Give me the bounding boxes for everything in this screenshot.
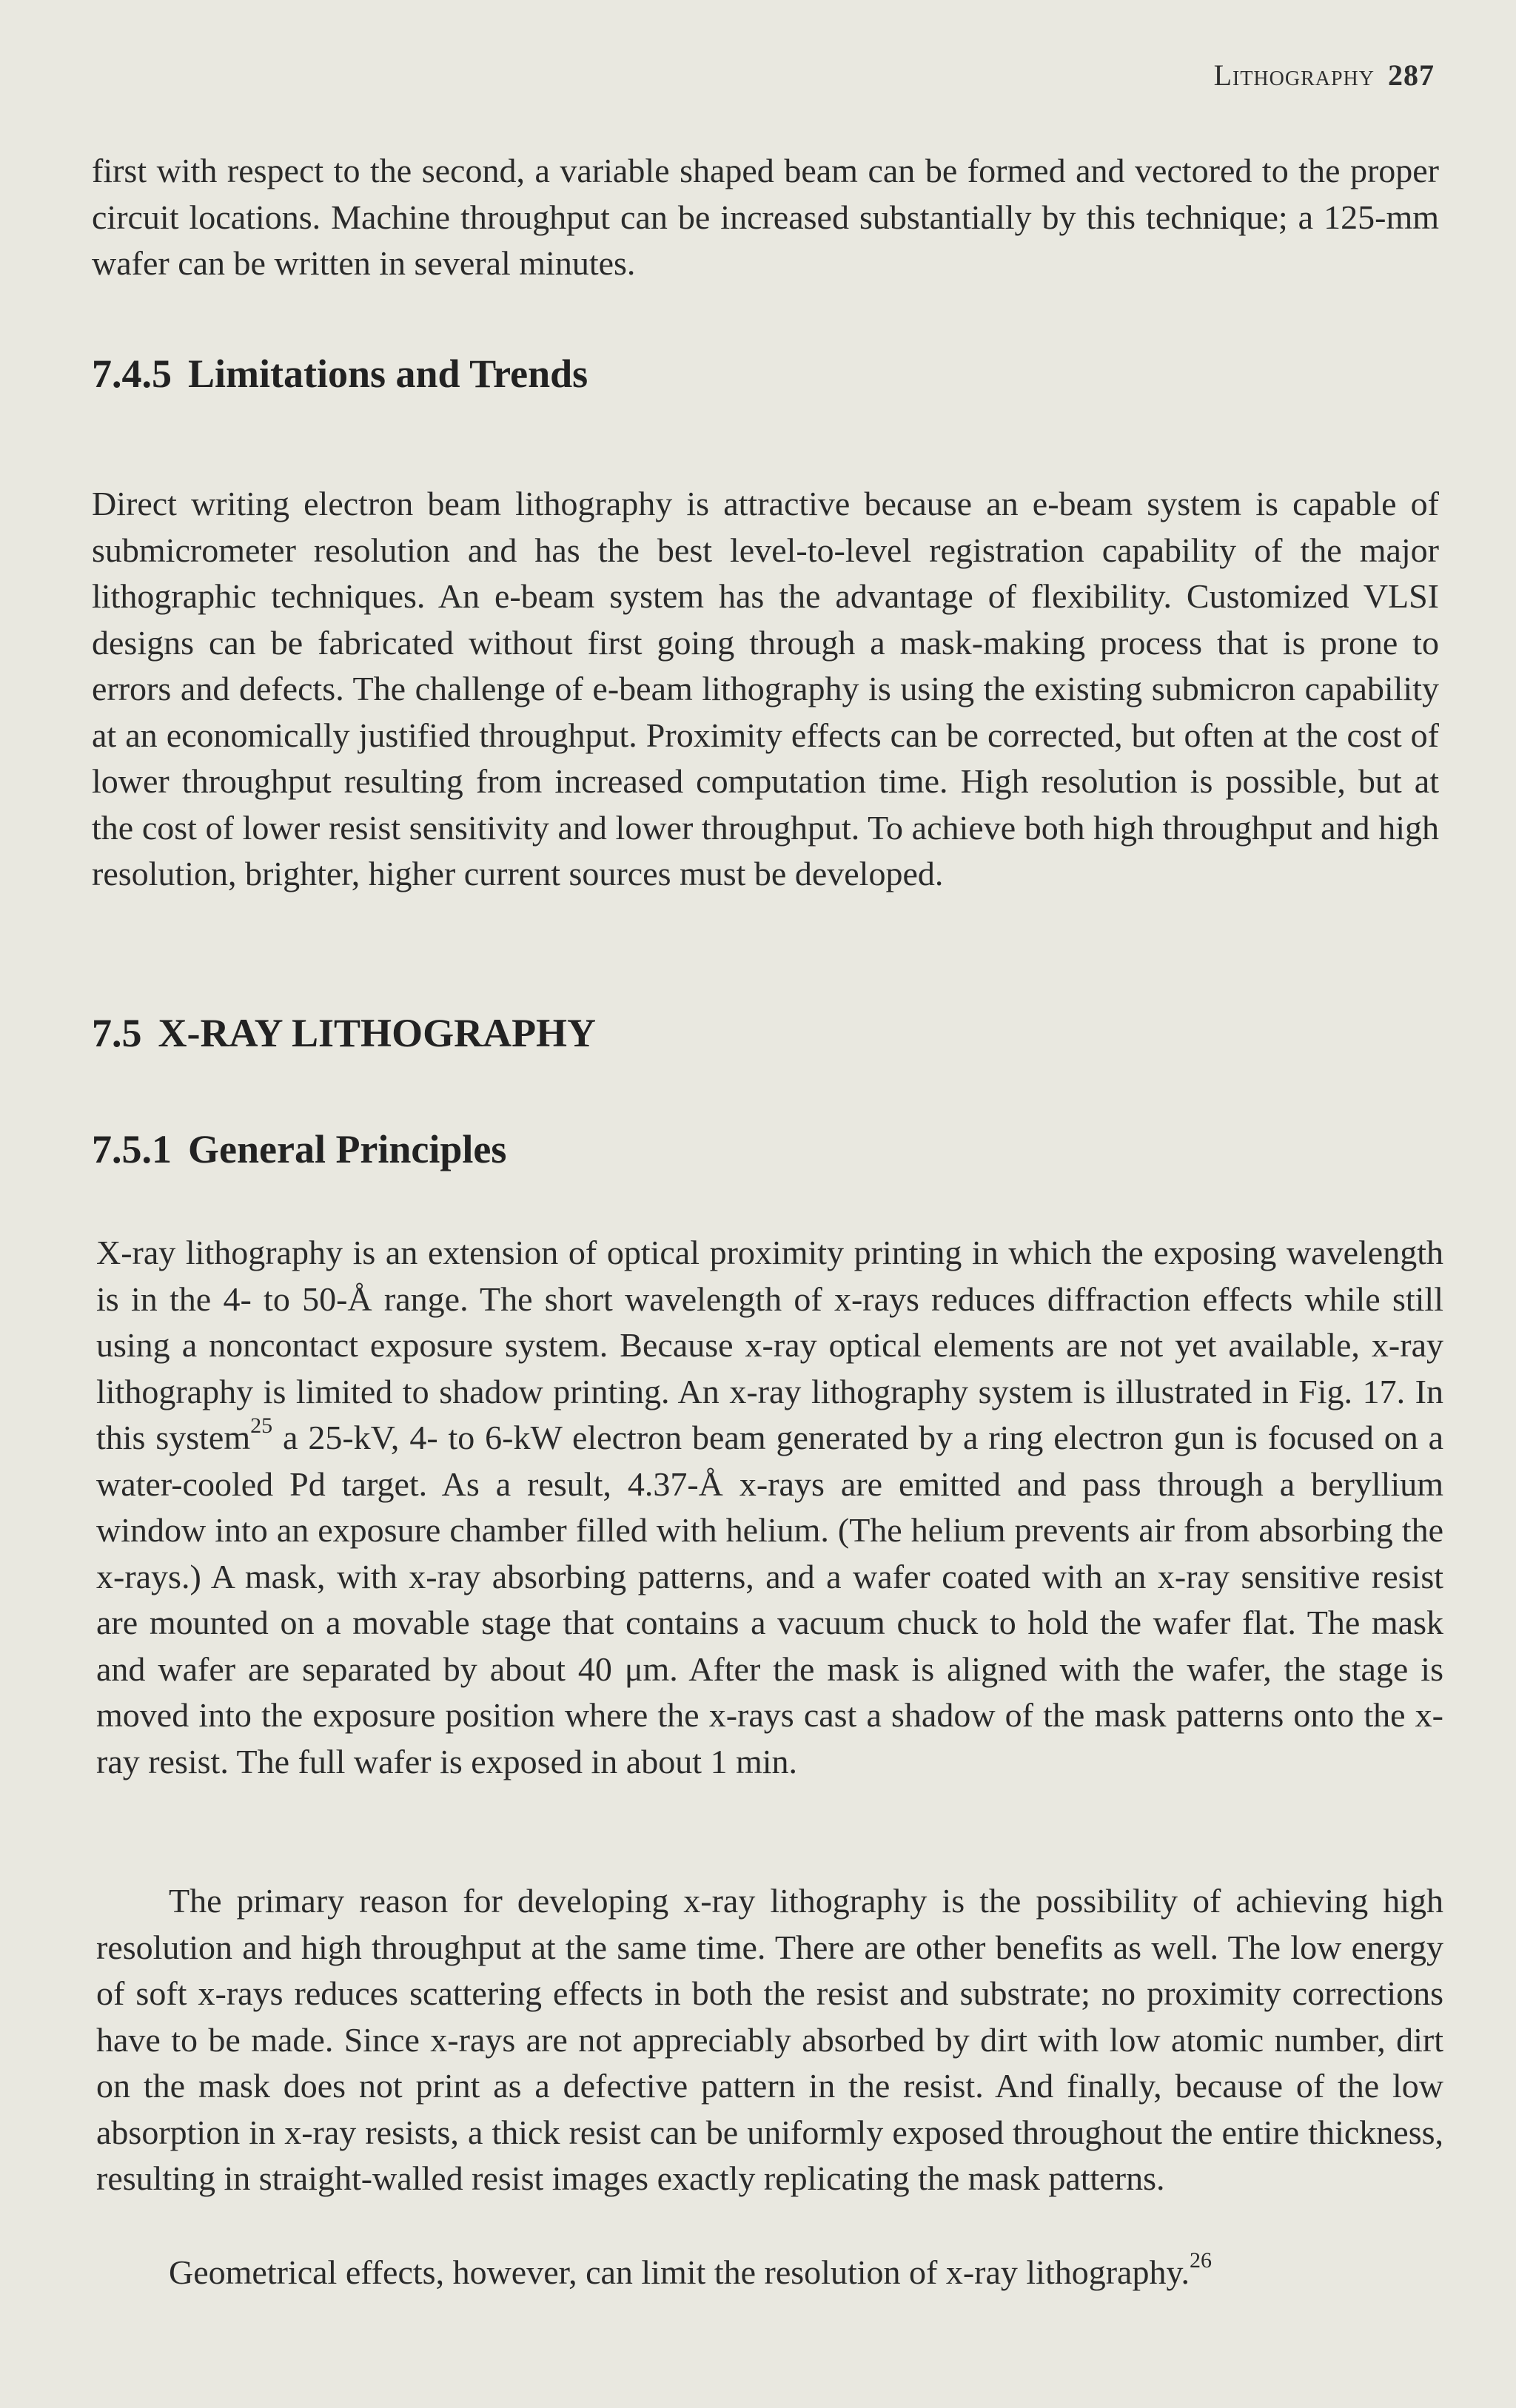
section-title: General Principles xyxy=(188,1127,507,1171)
section-heading-7-4-5 xyxy=(92,351,588,397)
section-number: 7.4.5 xyxy=(92,352,172,396)
reference-superscript: 26 xyxy=(1189,2248,1212,2273)
section-title: Limitations and Trends xyxy=(188,352,588,396)
running-head xyxy=(1214,58,1435,93)
section-number: 7.5.1 xyxy=(92,1127,172,1171)
section-title: X-RAY LITHOGRAPHY xyxy=(158,1011,597,1055)
paragraph-limitations: Direct writing electron beam lithography is attractive because an e-beam system is capable of submicrometer resolution and has the best level-to-level registration capability of the major lithographic techniques. An e-beam system has the advantage of flexibility. Customized VLSI designs can be fabricated without first going through a mask-making process that is prone to errors and defects. The challenge of e-beam lithography is using the existing submicron capability at an economically justified throughput. Proximity effects can be corrected, but often at the cost of lower throughput resulting from increased computation time. High resolution is possible, but at the cost of lower resist sensitivity and lower throughput. To achieve both high throughput and high resolution, brighter, higher current sources must be developed. xyxy=(92,485,1439,892)
reference-superscript: 25 xyxy=(250,1413,273,1438)
paragraph-text: X-ray lithography is an extension of optical proximity printing in which the exposing wavelength is in the 4- to 50-Å range. The short wavelength of x-rays reduces diffraction effects while still using a noncontact exposure system. Because x-ray optical elements are not yet available, x-ray lithography is limited to shadow printing. An x-ray lithography system is illustrated in Fig. 17. In this system xyxy=(96,1234,1443,1456)
section-heading-7-5 xyxy=(92,1010,596,1056)
page-number: 287 xyxy=(1388,58,1435,92)
paragraph-text: a 25-kV, 4- to 6-kW electron beam generated by a ring electron gun is focused on a water-cooled Pd target. As a result, 4.37-Å x-rays are emitted and pass through a beryllium window into an exposure chamber filled with helium. (The helium prevents air from absorbing the x-rays.) A mask, with x-ray absorbing patterns, and a wafer coated with an x-ray sensitive resist are mounted on a movable stage that contains a vacuum chuck to hold the wafer flat. The mask and wafer are separated by about 40 μm. After the mask is aligned with the wafer, the stage is moved into the exposure position where the x-rays cast a shadow of the mask patterns onto the x-ray resist. The full wafer is exposed in about 1 min. xyxy=(96,1419,1444,1780)
paragraph-continuation: first with respect to the second, a variable shaped beam can be formed and vectored to the proper circuit locations. Machine throughput can be increased substantially by this technique; a 125-mm wafer can be written in several minutes. xyxy=(92,152,1439,282)
paragraph-geometrical-effects xyxy=(96,2250,1443,2296)
section-number: 7.5 xyxy=(92,1011,142,1055)
paragraph-reasons: The primary reason for developing x-ray lithography is the possibility of achieving high resolution and high throughput at the same time. There are other benefits as well. The low energy of soft x-rays reduces scattering effects in both the resist and substrate; no proximity corrections have to be made. Since x-rays are not appreciably absorbed by dirt with low atomic number, dirt on the mask does not print as a defective pattern in the resist. And finally, because of the low absorption in x-ray resists, a thick resist can be uniformly exposed throughout the entire thickness, resulting in straight-walled resist images exactly replicating the mask patterns. xyxy=(96,1882,1443,2197)
paragraph-general-principles xyxy=(96,1230,1443,1785)
paragraph-text: Geometrical effects, however, can limit the resolution of x-ray lithography. xyxy=(169,2253,1190,2291)
section-heading-7-5-1 xyxy=(92,1126,506,1172)
running-title: Lithography xyxy=(1213,58,1375,92)
